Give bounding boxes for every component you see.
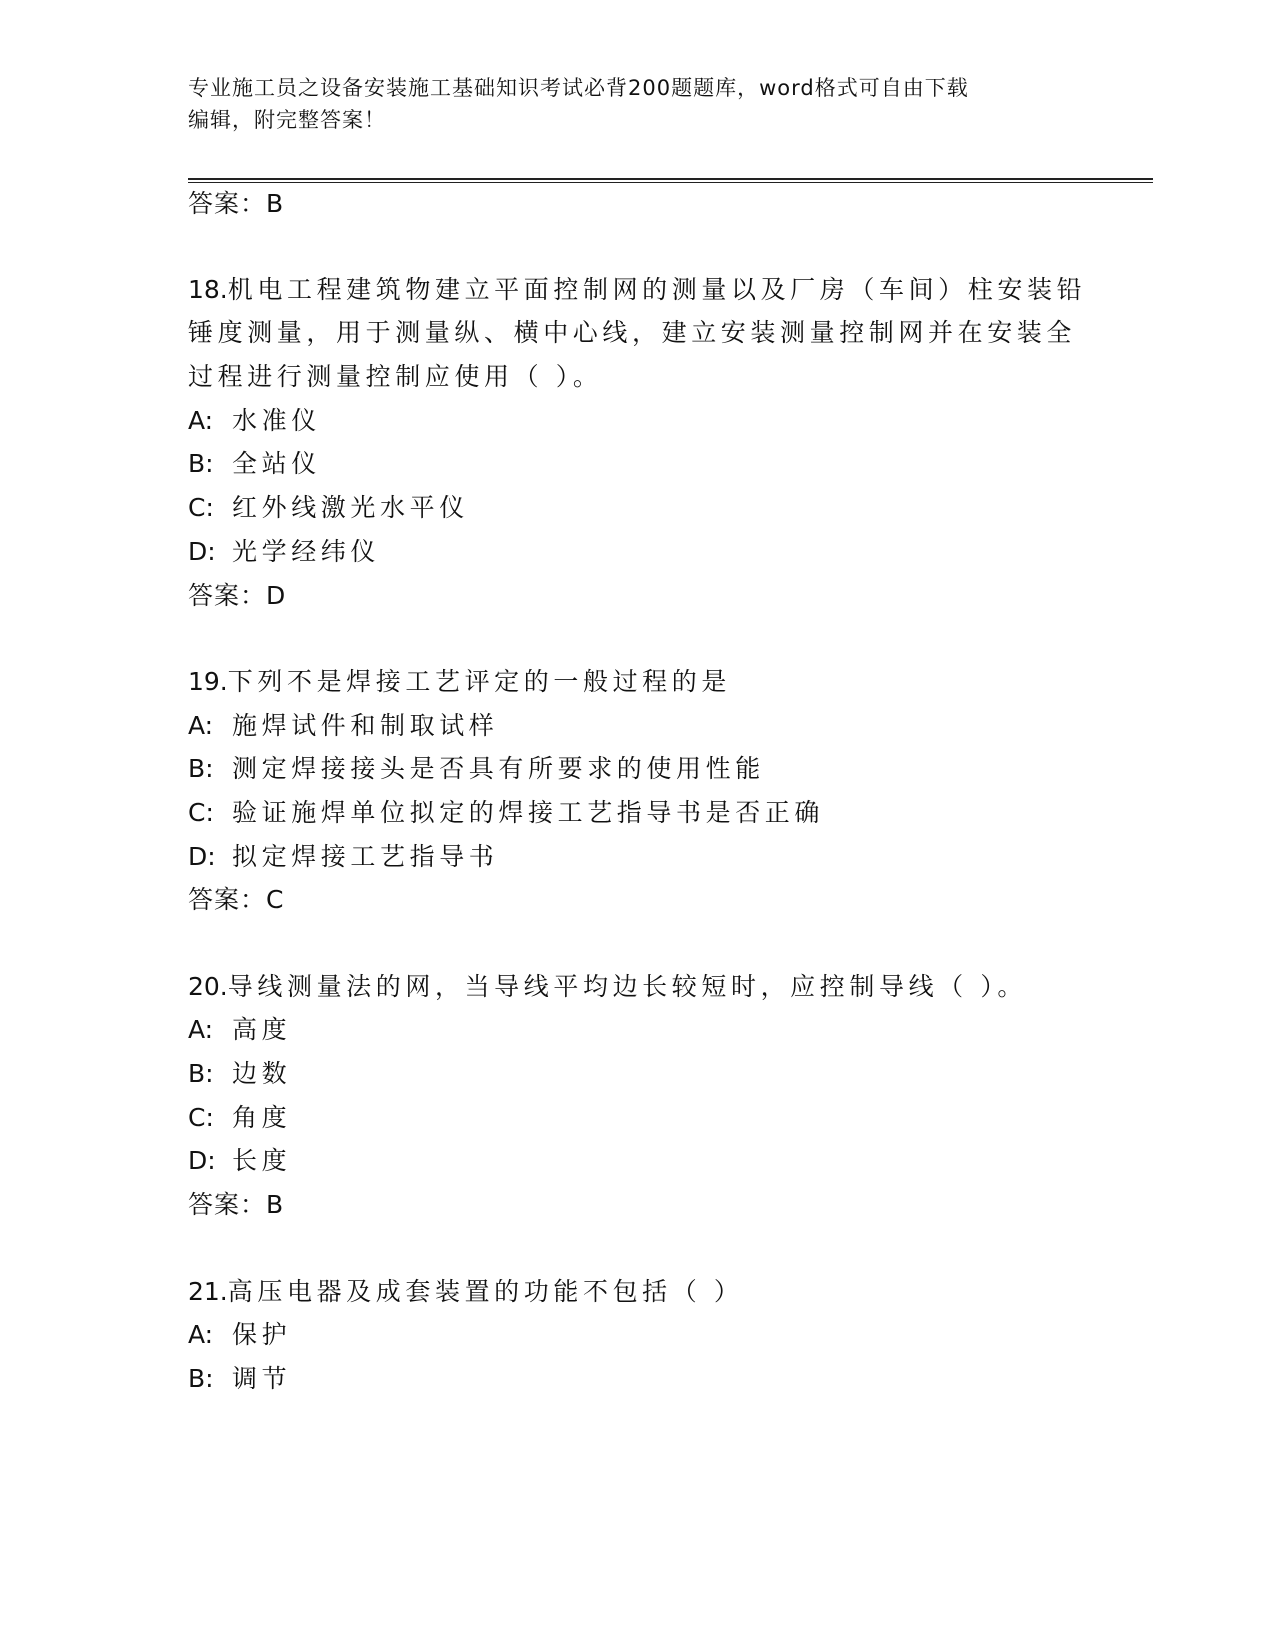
header-divider-thin [188,182,1153,183]
question-20-option-b: B: 边数 [188,1059,292,1088]
question-18-option-c: C: 红外线激光水平仪 [188,493,469,522]
question-number: 18. [188,275,228,304]
document-header [188,72,1068,136]
question-20-line-1: 20.导线测量法的网，当导线平均边长较短时，应控制导线（ ）。 [188,972,1028,1001]
header-line-1: 专业施工员之设备安装施工基础知识考试必背200题题库，word格式可自由下载 [188,76,969,100]
question-18-option-b: B: 全站仪 [188,449,321,478]
header-line-2: 编辑，附完整答案！ [188,108,386,132]
question-18-option-d: D: 光学经纬仪 [188,537,381,566]
question-21-line-1: 21.高压电器及成套装置的功能不包括（ ） [188,1277,744,1306]
question-19-line-1: 19.下列不是焊接工艺评定的一般过程的是 [188,667,731,696]
question-20-option-a: A: 高度 [188,1015,292,1044]
answer-18: 答案：D [188,581,287,610]
answer-19: 答案：C [188,885,285,914]
question-20-option-d: D: 长度 [188,1146,292,1175]
question-20-option-c: C: 角度 [188,1103,292,1132]
question-19-option-d: D: 拟定焊接工艺指导书 [188,842,499,871]
question-19-option-a: A: 施焊试件和制取试样 [188,711,499,740]
question-21-option-a: A: 保护 [188,1320,292,1349]
question-number: 21. [188,1277,228,1306]
question-18-option-a: A: 水准仪 [188,406,321,435]
header-divider [188,178,1153,180]
question-19-option-c: C: 验证施焊单位拟定的焊接工艺指导书是否正确 [188,798,825,827]
question-number: 20. [188,972,228,1001]
question-number: 19. [188,667,228,696]
answer-17: 答案：B [188,189,285,218]
question-18-line-1: 18.机电工程建筑物建立平面控制网的测量以及厂房（车间）柱安装铅 [188,275,1087,304]
answer-20: 答案：B [188,1190,285,1219]
question-19-option-b: B: 测定焊接接头是否具有所要求的使用性能 [188,754,765,783]
question-18-line-3: 过程进行测量控制应使用（ ）。 [188,362,603,391]
question-18-line-2: 锤度测量，用于测量纵、横中心线，建立安装测量控制网并在安装全 [188,318,1077,347]
question-21-option-b: B: 调节 [188,1364,292,1393]
